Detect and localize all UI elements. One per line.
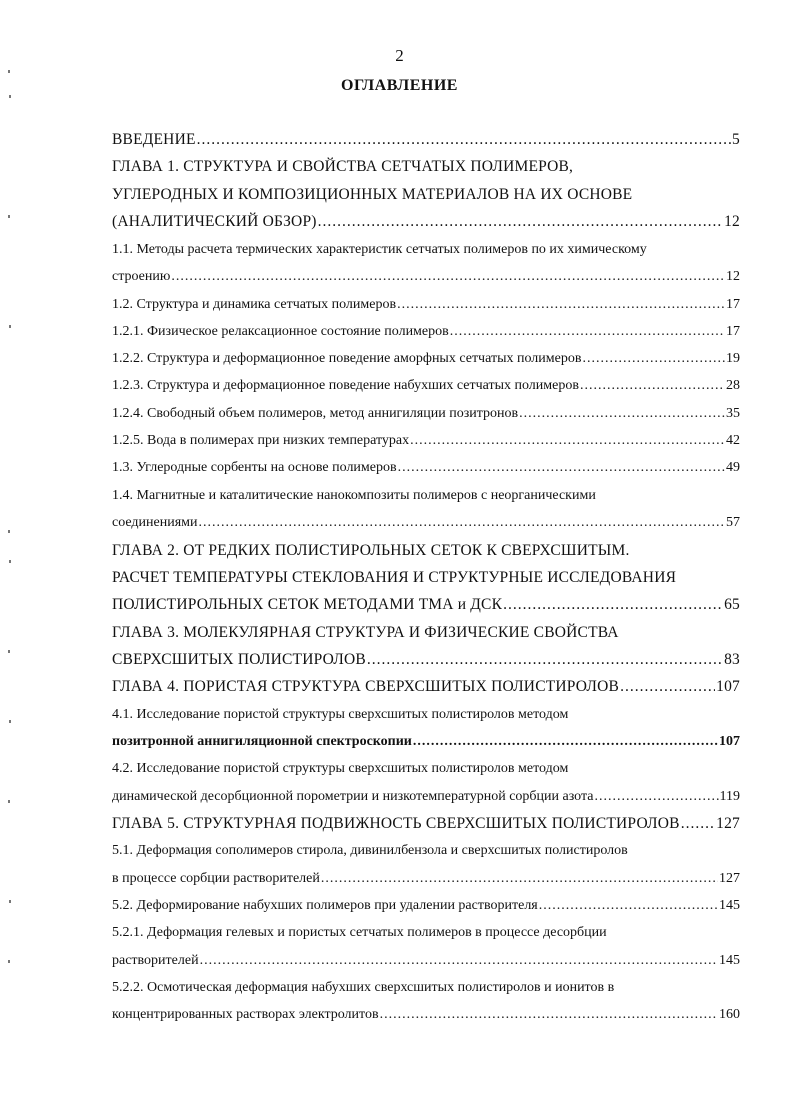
toc-entry-1-2-3: 1.2.3. Структура и деформационное поведение набухших сетчатых полимеров ..... 28: [112, 376, 740, 396]
toc-entry-1-2-1: 1.2.1. Физическое релаксационное состояние полимеров ..... 17: [112, 322, 740, 342]
scan-speck: [8, 650, 10, 653]
scan-speck: [8, 215, 10, 218]
toc-entry-5-2-2: концентрированных растворах электролитов ..... 160: [112, 1005, 740, 1025]
toc-entry-1-2-4: 1.2.4. Свободный объем полимеров, метод аннигиляции позитронов ..... 35: [112, 404, 740, 424]
page-title: ОГЛАВЛЕНИЕ: [341, 77, 458, 94]
toc-entry-1-1-line-1: 1.1. Методы расчета термических характеристик сетчатых полимеров по их химическому: [112, 242, 647, 257]
toc-entry-4-2-line-1: 4.2. Исследование пористой структуры сверхсшитых полистиролов методом: [112, 761, 569, 776]
toc-entry-chapter-3: СВЕРХСШИТЫХ ПОЛИСТИРОЛОВ ..... 83: [112, 650, 740, 670]
scan-speck: [8, 800, 10, 803]
scan-speck: [8, 530, 10, 533]
toc-entry-1-2-2: 1.2.2. Структура и деформационное поведение аморфных сетчатых полимеров ..... 19: [112, 349, 740, 369]
toc-entry-chapter-1: (АНАЛИТИЧЕСКИЙ ОБЗОР) ..... 12: [112, 212, 740, 232]
toc-entry-chapter-5: ГЛАВА 5. СТРУКТУРНАЯ ПОДВИЖНОСТЬ СВЕРХСШИТЫХ ПОЛИСТИРОЛОВ ..... 127: [112, 814, 740, 834]
toc-entry-chapter-3-line-1: ГЛАВА 3. МОЛЕКУЛЯРНАЯ СТРУКТУРА И ФИЗИЧЕСКИЕ СВОЙСТВА: [112, 624, 619, 641]
toc-entry-1-4-line-1: 1.4. Магнитные и каталитические нанокомпозиты полимеров с неорганическими: [112, 488, 596, 503]
scan-speck: [9, 325, 11, 328]
toc-entry-chapter-2: ПОЛИСТИРОЛЬНЫХ СЕТОК МЕТОДАМИ ТМА и ДСК ..... 65: [112, 595, 740, 615]
toc-entry-1-1: строению ..... 12: [112, 267, 740, 287]
toc-entry-5-1-line-1: 5.1. Деформация сополимеров стирола, дивинилбензола и сверхсшитых полистиролов: [112, 843, 628, 858]
toc-entry-chapter-1-title-line-1: ГЛАВА 1. СТРУКТУРА И СВОЙСТВА СЕТЧАТЫХ ПОЛИМЕРОВ,: [112, 158, 574, 175]
scan-speck: [9, 560, 11, 563]
toc-entry-1-3: 1.3. Углеродные сорбенты на основе полимеров ..... 49: [112, 458, 740, 478]
toc-entry-5-1: в процессе сорбции растворителей ..... 127: [112, 869, 740, 889]
toc-entry-4-1-line-1: 4.1. Исследование пористой структуры сверхсшитых полистиролов методом: [112, 707, 569, 722]
page-number: 2: [395, 46, 404, 65]
toc-entry-4-2: динамической десорбционной порометрии и низкотемпературной сорбции азота ..... 119: [112, 787, 740, 807]
toc-entry-5-2: 5.2. Деформирование набухших полимеров при удалении растворителя ..... 145: [112, 896, 740, 916]
toc-entry-introduction: ВВЕДЕНИЕ ..... 5: [112, 130, 740, 150]
toc-entry-chapter-2-line-2: РАСЧЕТ ТЕМПЕРАТУРЫ СТЕКЛОВАНИЯ И СТРУКТУРНЫЕ ИССЛЕДОВАНИЯ: [112, 569, 677, 586]
toc-entry-4-1: позитронной аннигиляционной спектроскопии ..... 107: [112, 732, 740, 752]
toc-entry-5-2-2-line-1: 5.2.2. Осмотическая деформация набухших сверхсшитых полистиролов и ионитов в: [112, 980, 615, 995]
toc-entry-1-4: соединениями ..... 57: [112, 513, 740, 533]
toc-entry-1-2: 1.2. Структура и динамика сетчатых полимеров ..... 17: [112, 295, 740, 315]
toc-entry-5-2-1: растворителей ..... 145: [112, 951, 740, 971]
toc-entry-1-2-5: 1.2.5. Вода в полимерах при низких температурах ..... 42: [112, 431, 740, 451]
scan-speck: [8, 960, 10, 963]
scan-speck: [9, 900, 11, 903]
toc-entry-5-2-1-line-1: 5.2.1. Деформация гелевых и пористых сетчатых полимеров в процессе десорбции: [112, 925, 607, 940]
scan-speck: [9, 95, 11, 98]
scan-speck: [9, 720, 11, 723]
toc-entry-chapter-2-line-1: ГЛАВА 2. ОТ РЕДКИХ ПОЛИСТИРОЛЬНЫХ СЕТОК К СВЕРХСШИТЫМ.: [112, 542, 630, 559]
scan-speck: [8, 70, 10, 73]
toc-entry-chapter-4: ГЛАВА 4. ПОРИСТАЯ СТРУКТУРА СВЕРХСШИТЫХ ПОЛИСТИРОЛОВ ..... 107: [112, 677, 740, 697]
toc-entry-chapter-1-title-line-2: УГЛЕРОДНЫХ И КОМПОЗИЦИОННЫХ МАТЕРИАЛОВ НА ИХ ОСНОВЕ: [112, 186, 633, 203]
